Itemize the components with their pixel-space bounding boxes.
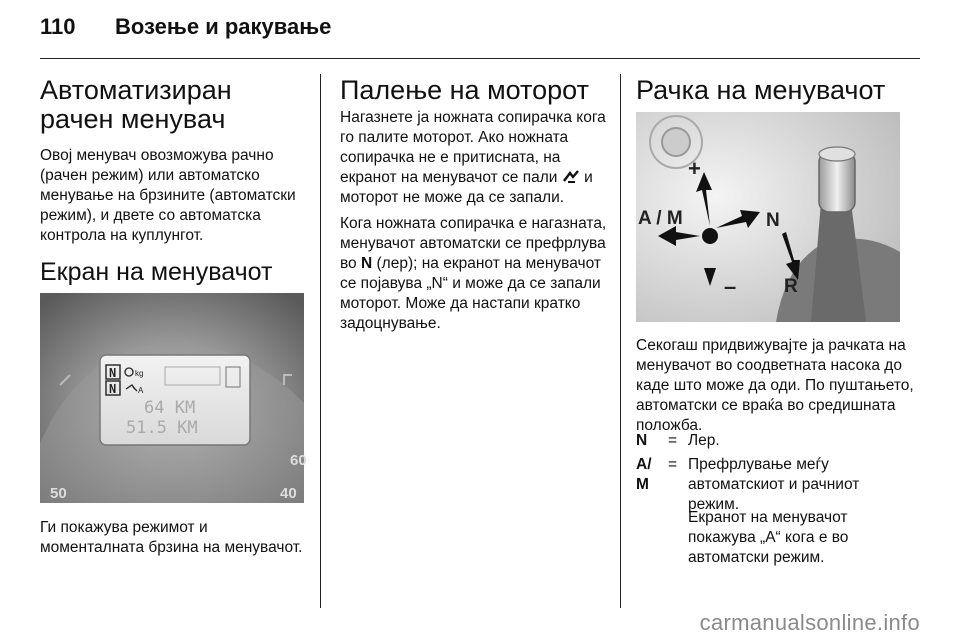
header-rule xyxy=(40,58,920,59)
dial-label-right: 40 xyxy=(280,485,297,502)
engine-start-paragraph-1: Нагазнете ја ножната сопирачка кога го палите моторот. Ако ножната сопирачка не е притисната, на екранот на менувачот се пали и моторот не може да се запали. xyxy=(340,109,606,206)
intro-paragraph: Овој менувач овозможува рачно (рачен режим) или автоматско менување на брзините (автоматски режим), и двете со автоматска контрола на куплунгот. xyxy=(40,147,296,244)
column-divider-1 xyxy=(320,74,321,608)
page-number: 110 xyxy=(40,14,76,39)
lever-label-plus: + xyxy=(688,156,701,181)
dial-label-right-upper: 60 xyxy=(290,452,307,469)
section-title-engine-start: Палење на моторот xyxy=(340,75,589,105)
gearbox-display-photo xyxy=(40,293,307,503)
display-odometer-2: 51.5 KM xyxy=(126,418,198,438)
lever-label-minus: – xyxy=(724,274,737,299)
engine-start-paragraph-2: Кога ножната сопирачка е нагазната, менувачот автоматски се префрлува во N (лер); на екранот на менувачот се појавува „N“ и може да се запали моторот. Може да настапи кратко задоцнување. xyxy=(340,215,607,332)
gear-lever-illustration xyxy=(636,112,900,322)
gear-lever-text: Секогаш придвижувајте ја рачката на менувачот во соодветната насока до каде што може да оди. По пуштањето, автоматски се враќа во средишната положба. xyxy=(636,337,914,434)
dial-label-left: 50 xyxy=(50,485,67,502)
display-caption: Ги покажува режимот и моменталната брзина на менувачот. xyxy=(40,519,303,556)
section-title-display: Екран на менувачот xyxy=(40,258,273,286)
display-mode-bottom: N xyxy=(109,382,117,396)
column-divider-2 xyxy=(620,74,621,608)
display-odometer-1: 64 KM xyxy=(144,398,196,418)
automatic-mode-note: Екранот на менувачот покажува „A“ кога е во автоматски режим. xyxy=(688,509,849,566)
definition-row-am: A/ M = Префрлување меѓу автоматскиот и рачниот режим. xyxy=(636,456,860,513)
lever-label-n: N xyxy=(766,210,780,231)
display-mode-top: N xyxy=(109,366,117,380)
watermark: carmanualsonline.info xyxy=(699,610,920,635)
section-title-gear-lever: Рачка на менувачот xyxy=(636,75,886,105)
svg-text:A: A xyxy=(138,386,144,395)
engine-start-text xyxy=(340,108,612,340)
display-unit: kg xyxy=(135,369,144,378)
running-title: Возење и ракување xyxy=(115,14,332,39)
lever-label-am: A / M xyxy=(638,208,683,229)
section-title-automated-gearbox: Автоматизиран рачен менувач xyxy=(40,75,232,134)
gear-lever-definitions xyxy=(636,431,920,515)
foot-brake-icon xyxy=(562,168,580,184)
definition-row-n: N = Лер. xyxy=(636,432,720,449)
lever-label-r: R xyxy=(784,276,798,297)
